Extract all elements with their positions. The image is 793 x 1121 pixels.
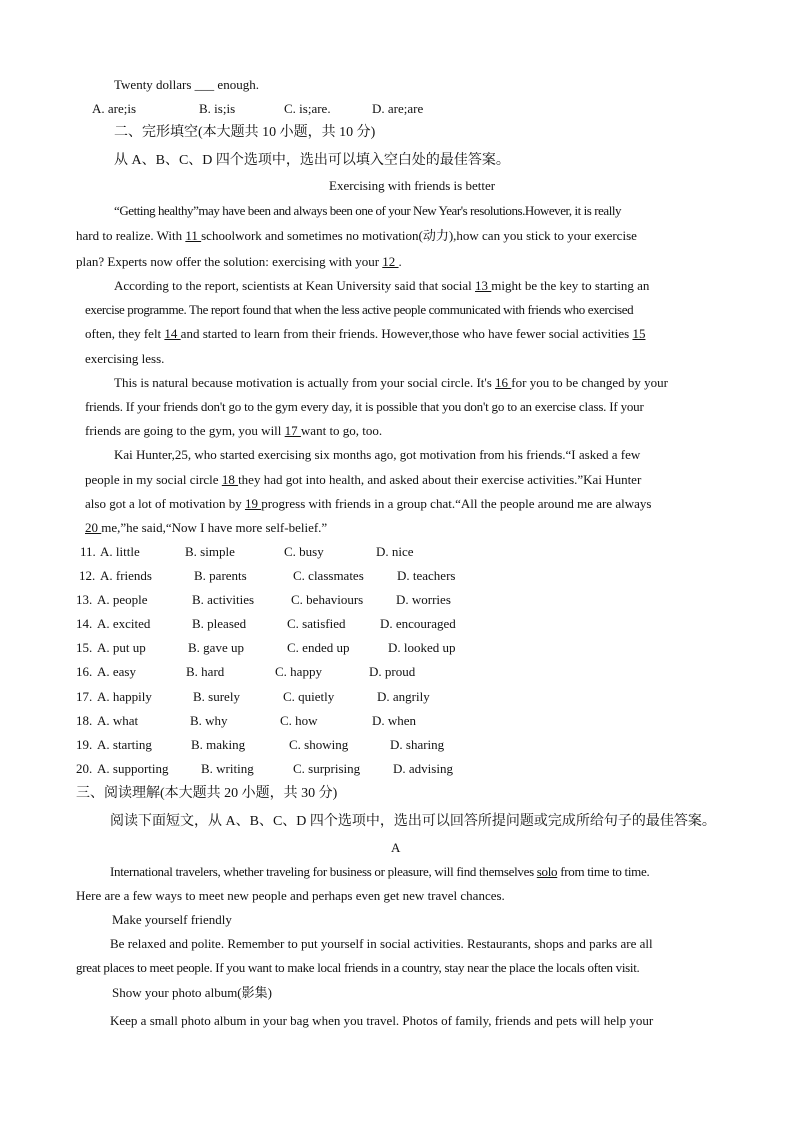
- option-a: A. what: [97, 713, 139, 728]
- option-c: C. behaviours: [291, 592, 364, 607]
- option-b: B. hard: [186, 664, 225, 679]
- text-segment: me,”he said,“Now I have more self-belief.”: [101, 520, 328, 535]
- cloze-p2-line2: exercise programme. The report found that when the less active people communicated with friends who exercised: [85, 302, 634, 317]
- blank-16: 16: [495, 375, 512, 390]
- cloze-p4-line2: [85, 472, 641, 488]
- option-b: B. why: [190, 713, 228, 728]
- cloze-p3-line1: [114, 375, 668, 391]
- option-c: C. showing: [289, 737, 349, 752]
- option-b: B. writing: [201, 761, 254, 776]
- cloze-p4-line4: [85, 520, 327, 536]
- text-segment: for you to be changed by your: [511, 375, 668, 390]
- option-a: A. starting: [97, 737, 152, 752]
- option-b: B. activities: [192, 592, 255, 607]
- text-segment: .: [398, 254, 402, 269]
- blank-18: 18: [221, 472, 239, 487]
- question-number: 13.: [76, 592, 93, 607]
- text-segment: people in my social circle: [85, 472, 222, 487]
- option-a: A. happily: [97, 689, 152, 704]
- passage-label: A: [391, 840, 401, 855]
- text-segment: and started to learn from their friends. However,those who have fewer social activities: [180, 326, 633, 341]
- cloze-p1-line1: “Getting healthy”may have been and always been one of your New Year's resolutions.However, it is really: [114, 203, 622, 218]
- text-segment: from time to time.: [557, 864, 650, 879]
- option-d: D. nice: [376, 544, 414, 559]
- text-segment: often, they felt: [85, 326, 165, 341]
- option-a: A. put up: [97, 640, 146, 655]
- option-a: A. people: [97, 592, 148, 607]
- prev-question-stem: Twenty dollars ___ enough.: [114, 77, 259, 92]
- heading-make-friendly: Make yourself friendly: [112, 912, 232, 927]
- option-b: B. simple: [185, 544, 235, 559]
- option-d: D. worries: [396, 592, 451, 607]
- blank-20: 20: [85, 520, 102, 535]
- underlined-word-solo: solo: [536, 864, 558, 879]
- blank-14: 14: [164, 326, 181, 341]
- cloze-p4-line1: Kai Hunter,25, who started exercising six months ago, got motivation from his friends.“I asked a few: [114, 447, 641, 462]
- cloze-p3-line2: friends. If your friends don't go to the gym every day, it is possible that you don't go to an exercise class. If your: [85, 399, 644, 414]
- option-d: D. looked up: [388, 640, 456, 655]
- text-segment: hard to realize. With: [76, 228, 186, 243]
- option-c: C. how: [280, 713, 318, 728]
- option-a: A. easy: [97, 664, 136, 679]
- cloze-section-title: 二、完形填空(本大题共 10 小题，共 10 分): [114, 125, 376, 140]
- reading-p3-line1: Keep a small photo album in your bag when you travel. Photos of family, friends and pets will help your: [110, 1013, 654, 1028]
- option-c: C. satisfied: [287, 616, 346, 631]
- text-segment: they had got into health, and asked about their exercise activities.”Kai Hunter: [238, 472, 642, 487]
- question-number: 14.: [76, 616, 93, 631]
- prev-option-b: B. is;is: [199, 101, 236, 116]
- reading-instruction: 阅读下面短文，从 A、B、C、D 四个选项中，选出可以回答所提问题或完成所给句子的最佳答案。: [110, 814, 716, 829]
- cloze-p2-line3: [85, 326, 645, 342]
- blank-15: 15: [632, 326, 646, 341]
- option-c: C. ended up: [287, 640, 350, 655]
- cloze-p4-line3: [85, 496, 651, 512]
- option-d: D. encouraged: [380, 616, 456, 631]
- option-d: D. teachers: [397, 568, 456, 583]
- text-segment: might be the key to starting an: [491, 278, 650, 293]
- option-a: A. little: [100, 544, 140, 559]
- reading-p1-line1: [110, 864, 649, 880]
- reading-p2-line1: Be relaxed and polite. Remember to put yourself in social activities. Restaurants, shops and parks are all: [110, 936, 653, 951]
- reading-p1-line2: Here are a few ways to meet new people and perhaps even get new travel chances.: [76, 888, 505, 903]
- reading-p2-line2: great places to meet people. If you want to make local friends in a country, stay near the place the locals often visit.: [76, 960, 640, 975]
- question-number: 17.: [76, 689, 93, 704]
- option-d: D. proud: [369, 664, 416, 679]
- prev-option-d: D. are;are: [372, 101, 424, 116]
- option-c: C. classmates: [293, 568, 364, 583]
- reading-section-title: 三、阅读理解(本大题共 20 小题，共 30 分): [76, 786, 338, 801]
- text-segment: plan? Experts now offer the solution: exercising with your: [76, 254, 383, 269]
- question-number: 16.: [76, 664, 93, 679]
- text-segment: progress with friends in a group chat.“All the people around me are always: [261, 496, 652, 511]
- blank-17: 17: [284, 423, 301, 438]
- option-d: D. angrily: [377, 689, 430, 704]
- cloze-p1-line2: [76, 228, 637, 244]
- text-segment: According to the report, scientists at Kean University said that social: [114, 278, 476, 293]
- option-b: B. making: [191, 737, 246, 752]
- option-b: B. pleased: [192, 616, 247, 631]
- text-segment: want to go, too.: [300, 423, 383, 438]
- text-segment: schoolwork and sometimes no motivation(动力),how can you stick to your exercise: [201, 228, 637, 243]
- blank-12: 12: [382, 254, 399, 269]
- option-d: D. advising: [393, 761, 453, 776]
- heading-photo-album: Show your photo album(影集): [112, 985, 272, 1000]
- option-c: C. surprising: [293, 761, 361, 776]
- option-d: D. sharing: [390, 737, 445, 752]
- option-c: C. busy: [284, 544, 324, 559]
- question-number: 19.: [76, 737, 93, 752]
- option-b: B. surely: [193, 689, 240, 704]
- text-segment: also got a lot of motivation by: [85, 496, 245, 511]
- option-c: C. quietly: [283, 689, 335, 704]
- option-c: C. happy: [275, 664, 322, 679]
- question-number: 11.: [80, 544, 96, 559]
- question-number: 15.: [76, 640, 93, 655]
- option-a: A. supporting: [97, 761, 169, 776]
- option-b: B. parents: [194, 568, 247, 583]
- option-b: B. gave up: [188, 640, 244, 655]
- cloze-instruction: 从 A、B、C、D 四个选项中，选出可以填入空白处的最佳答案。: [114, 153, 510, 168]
- cloze-p2-line4: exercising less.: [85, 351, 165, 366]
- option-a: A. friends: [100, 568, 152, 583]
- cloze-p3-line3: [85, 423, 382, 439]
- question-number: 12.: [79, 568, 96, 583]
- question-number: 18.: [76, 713, 93, 728]
- blank-13: 13: [475, 278, 492, 293]
- text-segment: This is natural because motivation is actually from your social circle. It's: [114, 375, 496, 390]
- prev-option-c: C. is;are.: [284, 101, 331, 116]
- option-d: D. when: [372, 713, 417, 728]
- option-a: A. excited: [97, 616, 151, 631]
- text-segment: friends are going to the gym, you will: [85, 423, 285, 438]
- cloze-p1-line3: [76, 254, 402, 270]
- prev-option-a: A. are;is: [92, 101, 137, 116]
- question-number: 20.: [76, 761, 93, 776]
- blank-19: 19: [244, 496, 262, 511]
- cloze-p2-line1: [114, 278, 649, 294]
- text-segment: International travelers, whether traveling for business or pleasure, will find themselves: [110, 864, 537, 879]
- blank-11: 11: [185, 228, 202, 243]
- cloze-passage-title: Exercising with friends is better: [329, 178, 496, 193]
